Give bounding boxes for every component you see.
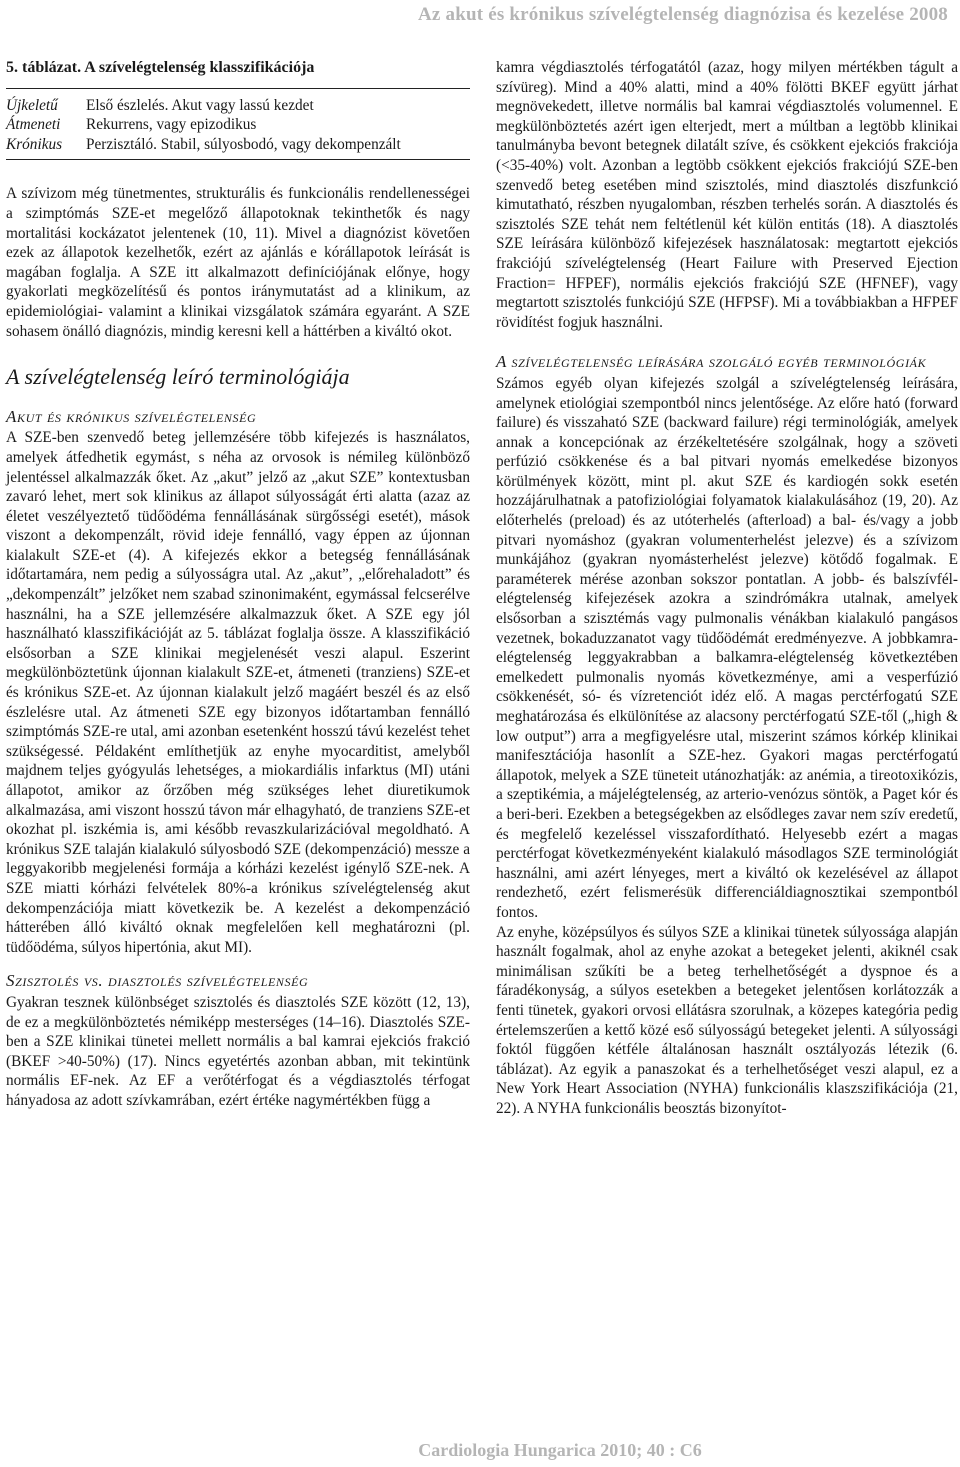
journal-footer: Cardiologia Hungarica 2010; 40 : C6 [418,1440,702,1460]
paragraph-systolic-diastolic: Gyakran tesznek különbséget szisztolés és diasztolés SZE között (12, 13), de ez a megkülönböztetés némiképp mesterséges (14–16). Diasztolés SZE-ben a SZE klinikai tünetei mellett normális a bal kamrai ejekciós frakció (BKEF >40-50%) (17). Nincs egyetértés azonban abban, mit tekintünk normális EF-nek. Az EF a verőtérfogat és a végdiasztolés térfogat hányadosa az adott szívkamrában, ezért értéke nagymértékben függ a [6,993,470,1109]
paragraph-terminology: Számos egyéb olyan kifejezés szolgál a szívelégtelenség leírására, amelynek etiológiai szempontból nincs jelentősége. Az előre ható (forward failure) és visszaható SZE (backward failure) régi terminológiák, amelyek annak a koncepciónak az érzékeltetésére szolgálnak, hogy a szöveti perfúzió csökkenése és a bal pitvari nyomás emelkedése bizonyos körülmények között, mint pl. akut SZE és kardiogén sokk esetén hozzájárulhatnak a patofiziológiai folyamatok kialakulásához (19, 20). Az előterhelés (preload) és az utóterhelés (afterload) a bal- és/vagy a jobb pitvari nyomáshoz (gyakran volumenterhelést jelezve) és a szívizom munkájához (gyakran nyomásterhelést jelezve) kötődő fogalmak. E paraméterek mérése azonban sokszor pontatlan. A jobb- és balszívfél-elégtelenség kifejezések azokra a szindrómákra utalnak, amelyek elsősorban a szisztémás vagy pulmonalis vénákban kialakuló pangásos vezetnek, bokaduzzanatot vagy tüdőödémát eredményezve. A jobbkamra-elégtelenség leggyakrabban a balkamra-elégtelenség következtében emelkedett pulmonalis nyomás következménye, ami a vesperfúzió csökkenését, só- és vízretenciót idéz elő. A magas perctérfogatú SZE meghatározása és elkülönítése az alacsony perctérfogatú SZE-től („high & low output”) arra a megfigyelésre utal, miszerint számos kórkép klinikai manifesztációja hasonlít a SZE-hez. Gyakori magas perctérfogatú állapotok, melyek a SZE tüneteit utánozhatják: az anémia, a tireotoxikózis, a szeptikémia, a májelégtelenség, az arterio-venózus söntök, a Paget kór és a beri-beri. Ezekben a betegségekben az elsődleges zavar nem szív eredetű, és megfelelő kezeléssel visszafordítható. Helyesebb ezért a magas perctérfogat következményeként kialakuló másodlagos SZE terminológiát használni, ami azért lényeges, mert a kiváltó ok kezelésével az állapot rendezhető, ezért felismerésük differenciáldiagnosztikai szempontból fontos. [496,374,958,921]
table-title: 5. táblázat. A szívelégtelenség klasszifikációja [6,59,315,76]
table-row [6,115,470,135]
paragraph-acute-chronic: A SZE-ben szenvedő beteg jellemzésére több kifejezés is használatos, amelyek átfedhetik egymást, s néha az orvosok is némileg különböző jelentéssel alkalmazzák őket. Az „akut” jelző az „akut SZE” kontextusban zavaró lehet, mert sok klinikus az állapot súlyosságát érti alatta (azaz az életet veszélyeztető tüdőödéma fennállásának sürgősségi esetét), mások viszont a dekompenzált, rövid ideje fennálló, vagy éppen az újonnan kialakult SZE-et (4). A kifejezés ekkor a betegség fennállásának időtartamára, nem pedig a súlyosságra utal. Az „akut”, „előrehaladott” és „dekompenzált” jelzőket nem szabad szinonimaként, egymással felcserélve használni, ha a SZE jellemzésére alkalmazzuk őket. A SZE egy jól használható klasszifikációját az 5. táblázat foglalja össze. A klasszifikáció elsősorban a SZE klinikai megjelenését veszi alapul. Eszerint megkülönböztetünk újonnan kialakult SZE-et, átmeneti (tranziens) SZE-et és krónikus SZE-et. Az újonnan kialakult jelző magáért beszél és az első észlelésre utal. Az átmeneti SZE egy bizonyos időtartamban fennálló szimptómás SZE-re utal, ami azonban esetenként hosszú távú kezelést tehet szükségessé. Példaként említhetjük az enyhe myocarditist, amelyből majdnem teljes gyógyulás lehetséges, a miokardiális infarktus (MI) utáni állapotot, amikor az őrzőben még szükséges lehet diuretikumok alkalmazása, ami viszont hosszú távon már elhagyható, de tranziens SZE-et okozhat pl. iszkémia is, ami később revaszkularizációval megoldható. A krónikus SZE talaján kialakuló súlyosbodó SZE (dekompenzáció) messze a leggyakoribb megjelenési formája a kórházi kezelést igénylő SZE-nek. A SZE miatti kórházi felvételek 80%-a krónikus szívelégtelenség akut dekompenzációja miatt következik be. A kezelést a dekompenzáció hátterében álló kiváltó oknak megfelelően kell meghatározni (pl. tüdőödéma, súlyos hipertónia, akut MI). [6,429,470,956]
paragraph-continued: kamra végdiasztolés térfogatától (azaz, hogy milyen mértékben tágult a szívüreg). Mind a 40% alatti, mind a 40% fölötti BKEF együtt járhat megnövekedett, illetve normális bal kamrai végdiasztolés volumennel. E megkülönböztetés azért igen elterjedt, mert a múltban a legtöbb klinikai tanulmányba bevont betegnek dilatált szíve, és csökkent ejekciós frakciója (<35-40%) volt. Azonban a legtöbb csökkent ejekciós frakciójú SZE-ben szenvedő beteg esetében mind szisztolés, mind diasztolés diszfunkció kimutatható, részben nyugalomban, részben terhelés során. A diasztolés és szisztolés SZE tehát nem feltétlenül két külön entitás (18). A diasztolés SZE leírására különböző kifejezések használatosak: megtartott ejekciós frakciójú szívelégtelenség (Heart Failure with Preserved Ejection Fraction= HFPEF), normális ejekciós frakciójú SZE (HFNEF), vagy megtartott szisztolés funkciójú SZE (HFPSF). Mi a továbbiakban a HFPEF rövidítést fogjuk használni. [496,59,958,331]
paragraph-severity: Az enyhe, középsúlyos és súlyos SZE a klinikai tünetek súlyossága alapján használt fogalmak, ahol az enyhe azokat a betegeket jelenti, akiknél csak minimálisan szűkíti be a beteg terhelhetőségét a dyspnoe és a fáradékonyság, a súlyos esetekben a betegeket jelentősen korlátozzák a fenti tünetek, gyakori orvosi ellátásra szorulnak, a közepes kategória pedig értelemszerűen a kettő közé eső súlyosságú betegeket jelenti. A súlyossági foktól függően kétféle általánosan használt osztályozás létezik (6. táblázat). Az egyik a panaszokat és a terhelhetőséget veszi alapul, ez a New York Heart Association (NYHA) funkcionális klaszszifikációja (21, 22). A NYHA funkcionális beosztás bizonyítot- [496,923,958,1117]
section-heading: A szívelégtelenség leíró terminológiája [6,364,350,390]
table-term: Krónikus [6,135,63,153]
subsection-heading: A szívelégtelenség leírására szolgáló egyéb terminológiák [496,352,927,372]
right-column [496,58,958,1118]
table-row [6,96,470,116]
table-term: Újkeletű [6,96,58,114]
subsection-heading: Akut és krónikus szívelégtelenség [6,406,257,426]
table-desc: Perzisztáló. Stabil, súlyosbodó, vagy dekompenzált [86,135,401,153]
classification-table [6,88,470,161]
table-row [6,135,470,155]
running-title: Az akut és krónikus szívelégtelenség diagnózisa és kezelése 2008 [418,4,948,25]
subsection-heading: Szisztolés vs. diasztolés szívelégtelenség [6,971,309,991]
table-desc: Rekurrens, vagy epizodikus [86,116,257,134]
table-term: Átmeneti [6,116,61,134]
table-desc: Első észlelés. Akut vagy lassú kezdet [86,96,314,114]
left-column [6,58,470,1111]
paragraph-intro: A szívizom még tünetmentes, strukturális és funkcionális rendellenességei a szimptómás SZE-et megelőző állapotoknak tekinthetők és nagy mortalitási kockázatot jelentenek (10, 11). Mivel a diagnózist követően ezek az állapotok kezelhetők, ezért az ajánlás e kórállapotok leírását is magában foglalja. A SZE itt alkalmazott definíciójának előnye, hogy gyakorlati megközelítésű és pontos iránymutatást ad a klinikum, az epidemiológiai- valamint a klinikai vizsgálatok számára egyaránt. A SZE sohasem önálló diagnózis, mindig keresni kell a háttérben a kiváltó okot. [6,185,470,340]
